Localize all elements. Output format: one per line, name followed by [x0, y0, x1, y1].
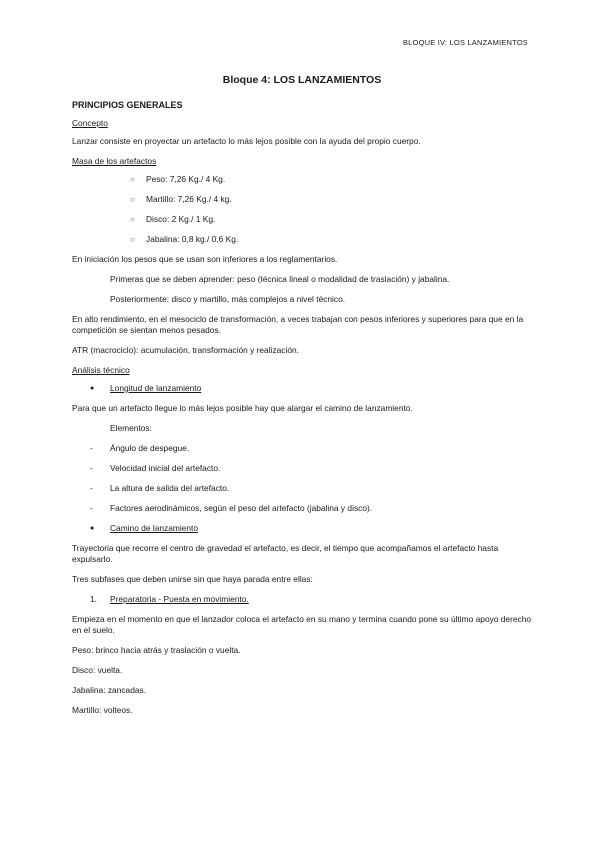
list-item: ○ Jabalina: 0,8 kg./ 0,6 Kg. [130, 234, 239, 244]
longitud-label: Longitud de lanzamiento [110, 383, 202, 393]
iniciacion-text: En iniciación los pesos que se usan son inferiores a los reglamentarios. [72, 254, 338, 264]
alto-rendimiento-text: En alto rendimiento, en el mesociclo de transformación, a veces trabajan con pesos inferiores y superiores para que en la competición se sientan menos pesados. [72, 314, 524, 335]
camino-item [72, 523, 532, 534]
document-title: Bloque 4: LOS LANZAMIENTOS [222, 74, 382, 86]
camino-text: Trayectoria que recorre el centro de gravedad el artefacto, es decir, el tiempo que acompañamos el artefacto hasta expulsarlo. [72, 543, 499, 564]
atr-text: ATR (macrociclo): acumulación, transformación y realización. [72, 345, 299, 355]
concepto-text: Lanzar consiste en proyectar un artefacto lo más lejos posible con la ayuda del propio cuerpo. [72, 136, 421, 146]
text-line: Jabalina: zancadas. [72, 685, 147, 695]
fase1-item [72, 594, 532, 605]
filled-bullet-icon: ● [90, 525, 95, 532]
text-line: Disco: vuelta. [72, 665, 123, 675]
concepto-label: Concepto [72, 118, 108, 128]
list-item: - La altura de salida del artefacto. [90, 483, 230, 493]
list-item: ○ Disco: 2 Kg./ 1 Kg. [130, 214, 216, 224]
fase1-label: Preparatoria - Puesta en movimiento. [110, 594, 249, 604]
section-heading: PRINCIPIOS GENERALES [72, 100, 183, 110]
longitud-item [72, 383, 532, 394]
list-item: ○ Martillo: 7,26 Kg./ 4 kg. [130, 194, 232, 204]
fase1-number: 1. [90, 594, 97, 604]
circle-bullet-icon: ○ [130, 215, 135, 224]
list-item: ○ Peso: 7,26 Kg./ 4 Kg. [130, 174, 226, 184]
camino-label: Camino de lanzamiento [110, 523, 198, 533]
fase1-text: Empieza en el momento en que el lanzador coloca el artefacto en su mano y termina cuando pone su último apoyo derecho en el suelo. [72, 614, 532, 635]
text-line: Peso: brinco hacia atrás y traslación o vuelta. [72, 645, 241, 655]
primeras-text: Primeras que se deben aprender: peso (técnica lineal o modalidad de traslación) y jabalina. [110, 274, 450, 284]
longitud-text: Para que un artefacto llegue lo más lejos posible hay que alargar el camino de lanzamiento. [72, 403, 413, 413]
posteriormente-text: Posteriormente: disco y martillo, más complejos a nivel técnico. [110, 294, 346, 304]
dash-bullet-icon: - [90, 483, 93, 493]
circle-bullet-icon: ○ [130, 195, 135, 204]
dash-bullet-icon: - [90, 503, 93, 513]
list-item: - Velocidad inicial del artefacto. [90, 463, 221, 473]
circle-bullet-icon: ○ [130, 235, 135, 244]
masa-label: Masa de los artefactos [72, 156, 157, 166]
list-item: - Ángulo de despegue. [90, 443, 190, 453]
text-line: Martillo: volteos. [72, 705, 133, 715]
subfases-text: Tres subfases que deben unirse sin que haya parada entre ellas: [72, 574, 313, 584]
elementos-label: Elementos: [110, 423, 152, 433]
circle-bullet-icon: ○ [130, 175, 135, 184]
running-header: BLOQUE IV: LOS LANZAMIENTOS [402, 38, 528, 47]
list-item: - Factores aerodinámicos, según el peso del artefacto (jabalina y disco). [90, 503, 373, 513]
document-body [72, 74, 532, 720]
dash-bullet-icon: - [90, 443, 93, 453]
dash-bullet-icon: - [90, 463, 93, 473]
masa-list [72, 174, 532, 245]
filled-bullet-icon: ● [90, 385, 95, 392]
analisis-label: Análisis técnico [72, 365, 130, 375]
